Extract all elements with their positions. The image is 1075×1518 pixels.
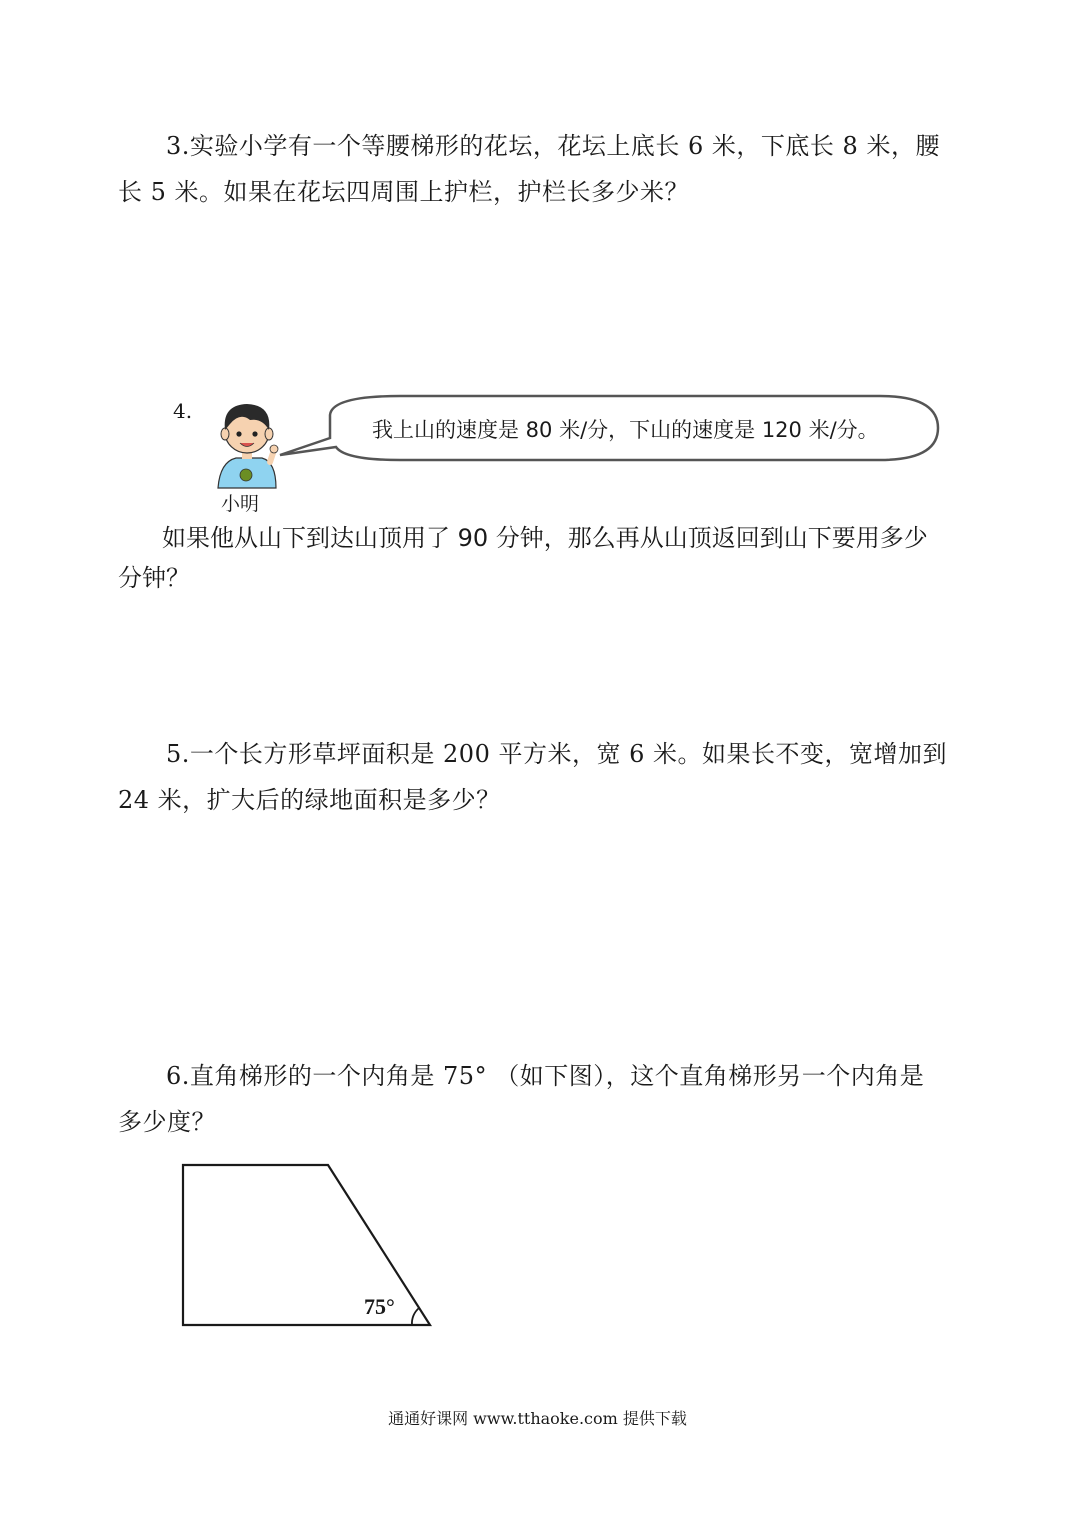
speech-text: 我上山的速度是 80 米/分，下山的速度是 120 米/分。 [372, 418, 879, 442]
question-4-number: 4. [173, 399, 193, 423]
question-5: 5.一个长方形草坪面积是 200 平方米，宽 6 米。如果长不变，宽增加到 24 米，扩大后的绿地面积是多少？ [118, 740, 947, 814]
angle-label: 75° [364, 1294, 395, 1319]
question-3: 3.实验小学有一个等腰梯形的花坛，花坛上底长 6 米，下底长 8 米，腰长 5 米。如果在花坛四周围上护栏，护栏长多少米？ [118, 132, 940, 206]
footer-source: 通通好课网 www.tthaoke.com 提供下载 [388, 1409, 687, 1428]
question-6: 6.直角梯形的一个内角是 75° （如下图），这个直角梯形另一个内角是多少度？ [118, 1062, 925, 1136]
character-name: 小明 [221, 493, 260, 515]
angle-arc [412, 1308, 419, 1325]
question-4-text: 如果他从山下到达山顶用了 90 分钟，那么再从山顶返回到山下要用多少分钟？ [118, 524, 928, 592]
